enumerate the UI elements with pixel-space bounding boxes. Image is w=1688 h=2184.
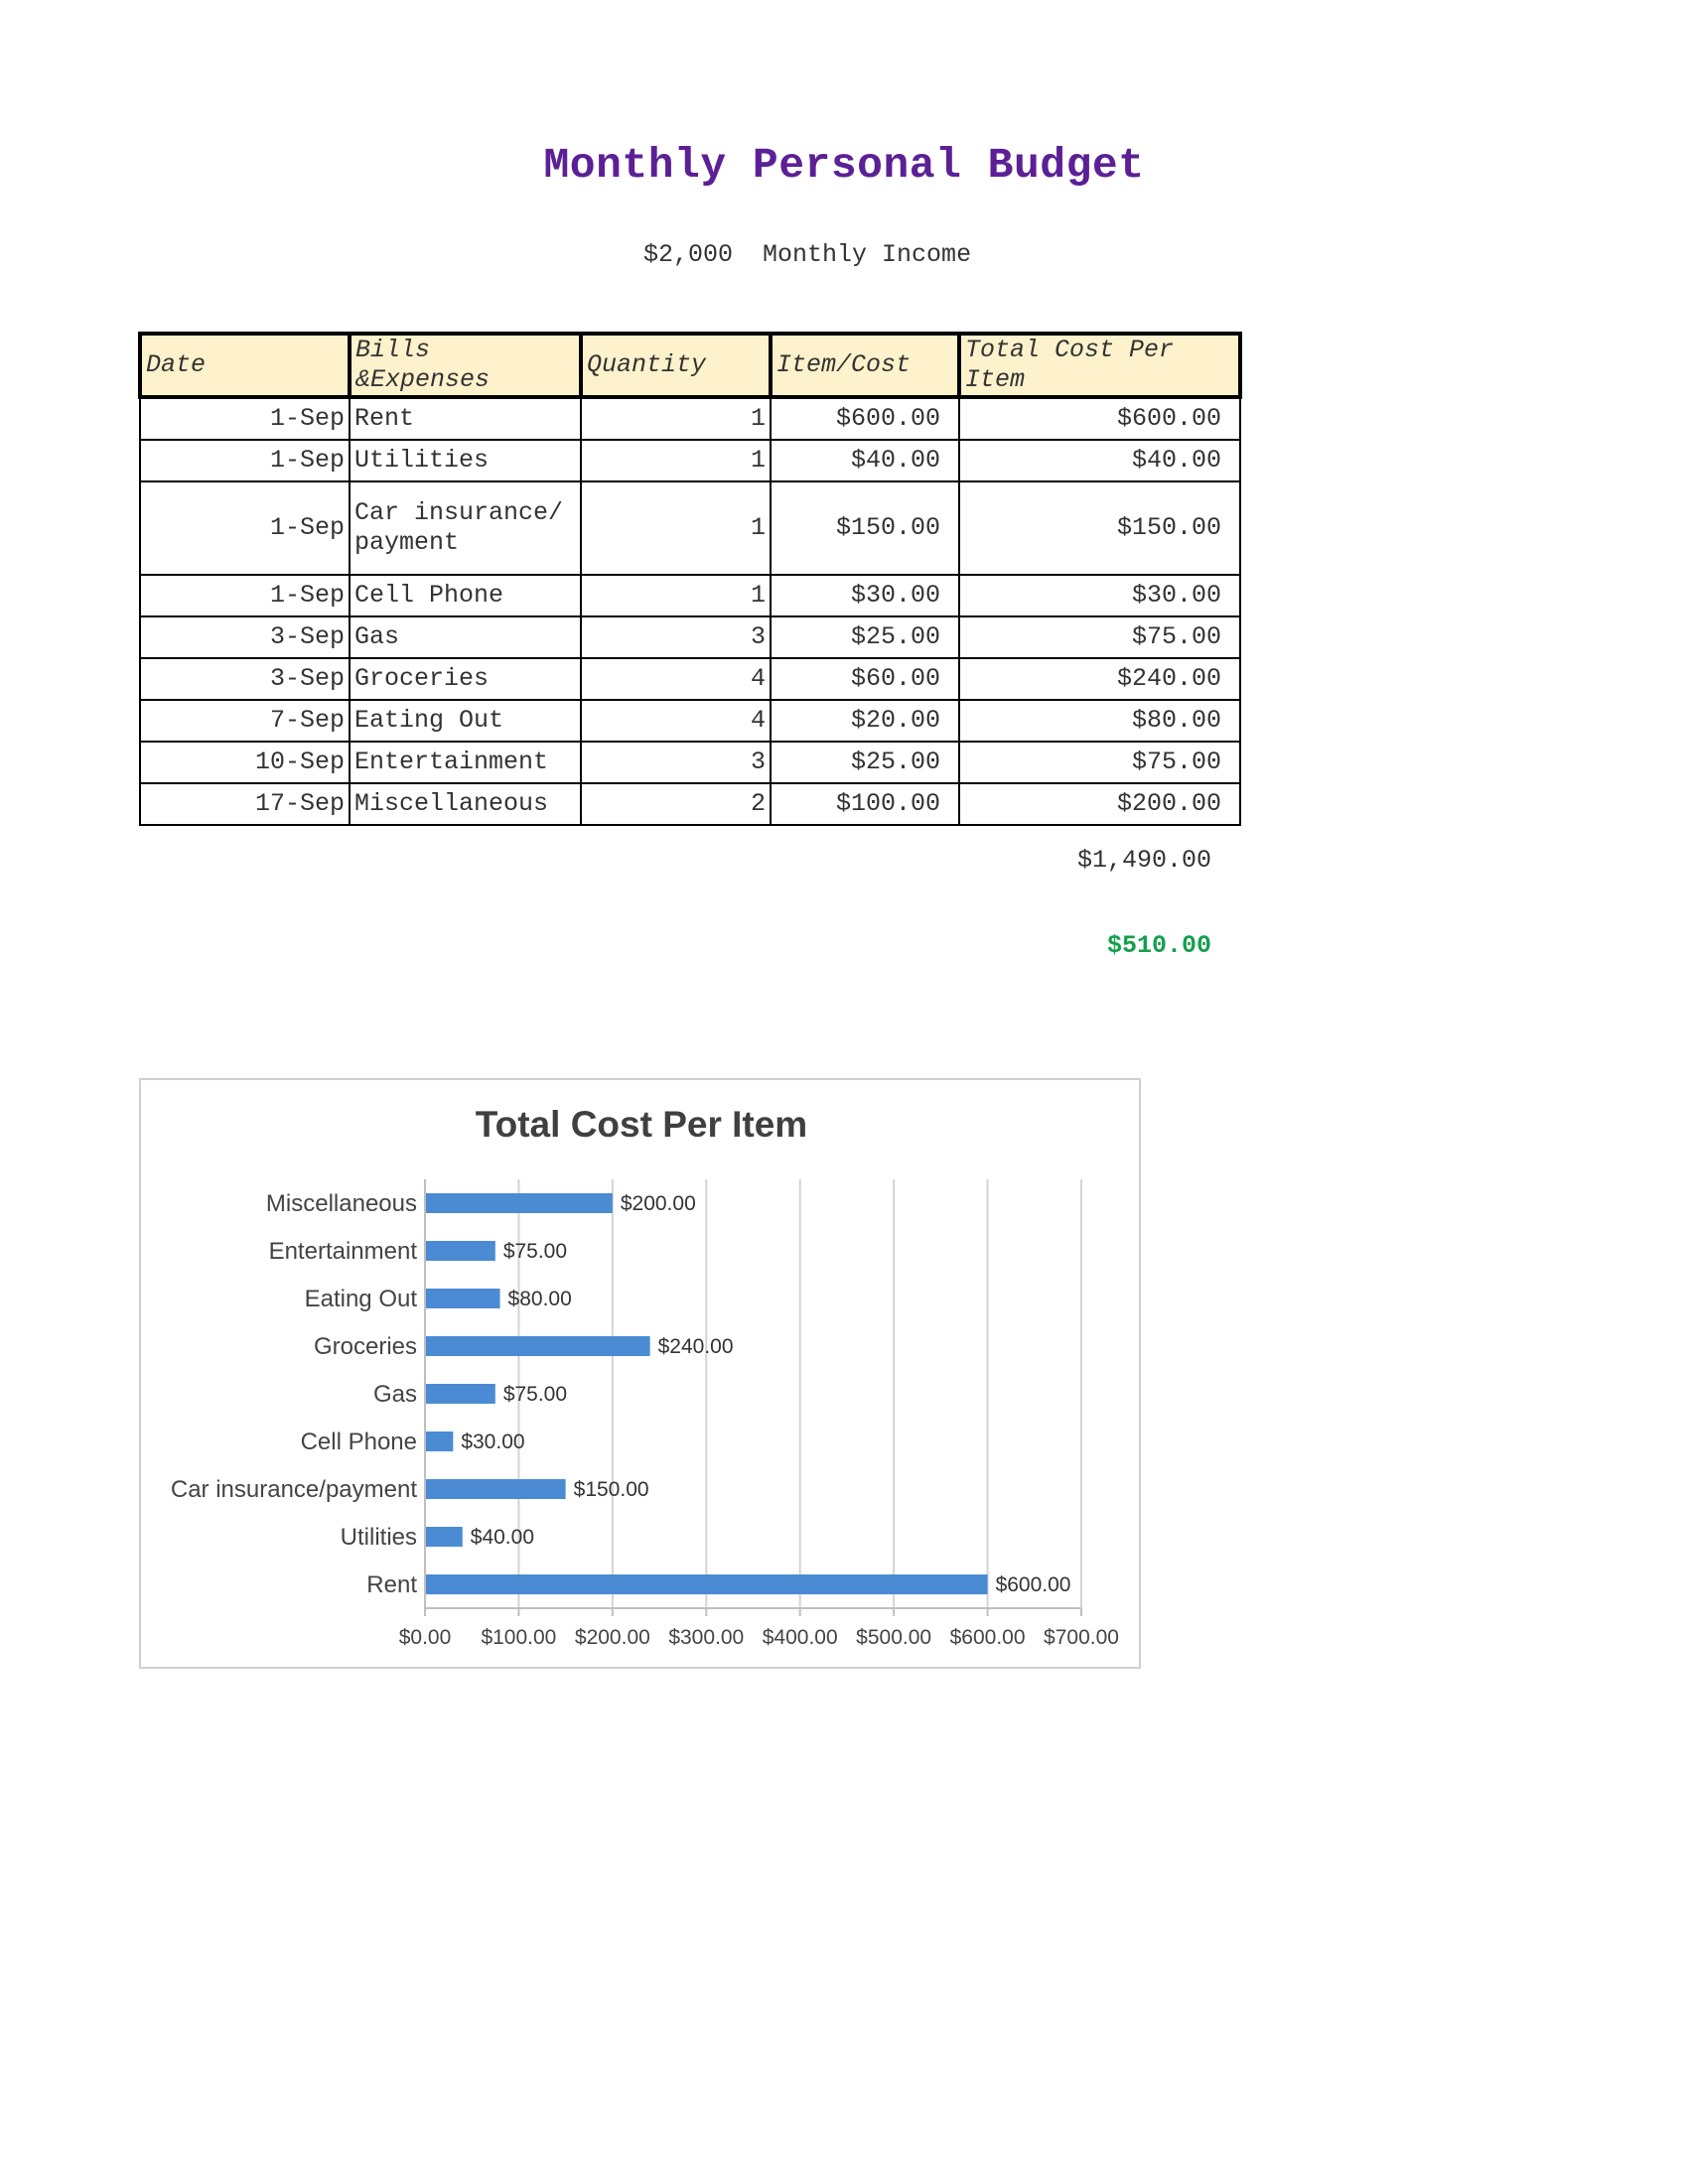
x-tick-label: $500.00 — [856, 1626, 932, 1649]
bar — [425, 1336, 650, 1356]
income-amount: $2,000 — [643, 240, 734, 269]
table-row — [140, 742, 1240, 783]
bar — [425, 1241, 495, 1261]
cell-item: Gas — [350, 616, 581, 658]
table-row — [140, 481, 1240, 575]
header-total-cost — [959, 334, 1240, 397]
x-tick-label: $600.00 — [949, 1626, 1026, 1649]
cell-item: Cell Phone — [350, 575, 581, 616]
bar — [425, 1432, 453, 1451]
chart-container — [139, 1078, 1141, 1669]
income-label: Monthly Income — [763, 240, 972, 269]
cell-total-cost: $40.00 — [959, 440, 1240, 481]
cell-item: Rent — [350, 397, 581, 440]
table-row — [140, 783, 1240, 825]
table-row — [140, 700, 1240, 742]
data-label: $200.00 — [620, 1192, 696, 1215]
category-label: Groceries — [313, 1333, 417, 1360]
x-tick-label: $100.00 — [481, 1626, 557, 1649]
cell-item: Miscellaneous — [350, 783, 581, 825]
cell-total-cost: $75.00 — [959, 616, 1240, 658]
data-label: $75.00 — [502, 1383, 568, 1406]
page-title: Monthly Personal Budget — [543, 141, 1145, 190]
category-label: Gas — [372, 1381, 417, 1408]
cell-item: Eating Out — [350, 700, 581, 742]
data-label: $40.00 — [470, 1526, 535, 1549]
bar — [425, 1193, 613, 1213]
cell-date: 3-Sep — [140, 658, 350, 700]
category-label: Car insurance/payment — [170, 1476, 417, 1503]
data-label: $150.00 — [573, 1478, 649, 1501]
data-label: $600.00 — [995, 1573, 1071, 1596]
cell-item-cost: $40.00 — [771, 440, 959, 481]
cell-date: 1-Sep — [140, 481, 350, 575]
cell-date: 7-Sep — [140, 700, 350, 742]
cell-total-cost: $150.00 — [959, 481, 1240, 575]
cell-quantity: 1 — [581, 575, 771, 616]
monthly-income — [643, 240, 971, 269]
data-label: $240.00 — [657, 1335, 734, 1358]
cell-item-cost: $25.00 — [771, 742, 959, 783]
table-row — [140, 397, 1240, 440]
header-date: Date — [140, 334, 350, 397]
cell-quantity: 1 — [581, 440, 771, 481]
total-amount: $1,490.00 — [1076, 846, 1211, 875]
x-tick-label: $400.00 — [762, 1626, 838, 1649]
chart-title: Total Cost Per Item — [475, 1104, 808, 1145]
header-total-text: Total Cost Per Item — [965, 336, 1175, 394]
cell-quantity: 2 — [581, 783, 771, 825]
header-item-cost: Item/Cost — [771, 334, 959, 397]
x-tick-label: $300.00 — [668, 1626, 745, 1649]
x-tick-label: $0.00 — [398, 1626, 452, 1649]
cell-item: Car insurance/payment — [350, 481, 581, 575]
cell-item-cost: $100.00 — [771, 783, 959, 825]
data-label: $75.00 — [502, 1240, 568, 1263]
data-label: $30.00 — [461, 1431, 525, 1453]
x-tick-label: $200.00 — [574, 1626, 650, 1649]
cell-item-cost: $30.00 — [771, 575, 959, 616]
header-bills-text: Bills &Expenses — [355, 336, 491, 394]
cell-total-cost: $75.00 — [959, 742, 1240, 783]
cell-date: 17-Sep — [140, 783, 350, 825]
cell-quantity: 1 — [581, 481, 771, 575]
x-tick-label: $700.00 — [1044, 1626, 1119, 1649]
cell-quantity: 3 — [581, 616, 771, 658]
bar — [425, 1384, 495, 1404]
category-label: Cell Phone — [300, 1429, 417, 1455]
cell-quantity: 4 — [581, 700, 771, 742]
bar-chart — [141, 1080, 1143, 1671]
cell-date: 1-Sep — [140, 440, 350, 481]
cell-date: 1-Sep — [140, 397, 350, 440]
category-label: Rent — [366, 1571, 417, 1598]
cell-total-cost: $200.00 — [959, 783, 1240, 825]
cell-item: Groceries — [350, 658, 581, 700]
cell-item-cost: $20.00 — [771, 700, 959, 742]
remaining-amount: $510.00 — [1106, 931, 1211, 960]
cell-item: Utilities — [350, 440, 581, 481]
category-label: Entertainment — [268, 1238, 417, 1265]
cell-total-cost: $600.00 — [959, 397, 1240, 440]
category-label: Miscellaneous — [265, 1190, 417, 1217]
header-quantity: Quantity — [581, 334, 771, 397]
bar — [425, 1527, 463, 1547]
table-row — [140, 575, 1240, 616]
table-row — [140, 658, 1240, 700]
table-row — [140, 440, 1240, 481]
cell-date: 1-Sep — [140, 575, 350, 616]
cell-date: 3-Sep — [140, 616, 350, 658]
cell-quantity: 1 — [581, 397, 771, 440]
cell-total-cost: $240.00 — [959, 658, 1240, 700]
bar — [425, 1289, 500, 1308]
table-body — [140, 397, 1240, 825]
cell-item-cost: $25.00 — [771, 616, 959, 658]
cell-date: 10-Sep — [140, 742, 350, 783]
cell-total-cost: $30.00 — [959, 575, 1240, 616]
category-label: Utilities — [340, 1524, 417, 1551]
cell-item-cost: $600.00 — [771, 397, 959, 440]
cell-quantity: 3 — [581, 742, 771, 783]
cell-total-cost: $80.00 — [959, 700, 1240, 742]
table-header-row — [140, 334, 1240, 397]
category-label: Eating Out — [304, 1286, 417, 1312]
cell-item-cost: $60.00 — [771, 658, 959, 700]
data-label: $80.00 — [507, 1288, 572, 1310]
bar — [425, 1574, 988, 1594]
header-bills-expenses — [350, 334, 581, 397]
cell-item: Entertainment — [350, 742, 581, 783]
table-row — [140, 616, 1240, 658]
bar — [425, 1479, 566, 1499]
budget-table — [138, 332, 1242, 826]
cell-item-cost: $150.00 — [771, 481, 959, 575]
cell-quantity: 4 — [581, 658, 771, 700]
